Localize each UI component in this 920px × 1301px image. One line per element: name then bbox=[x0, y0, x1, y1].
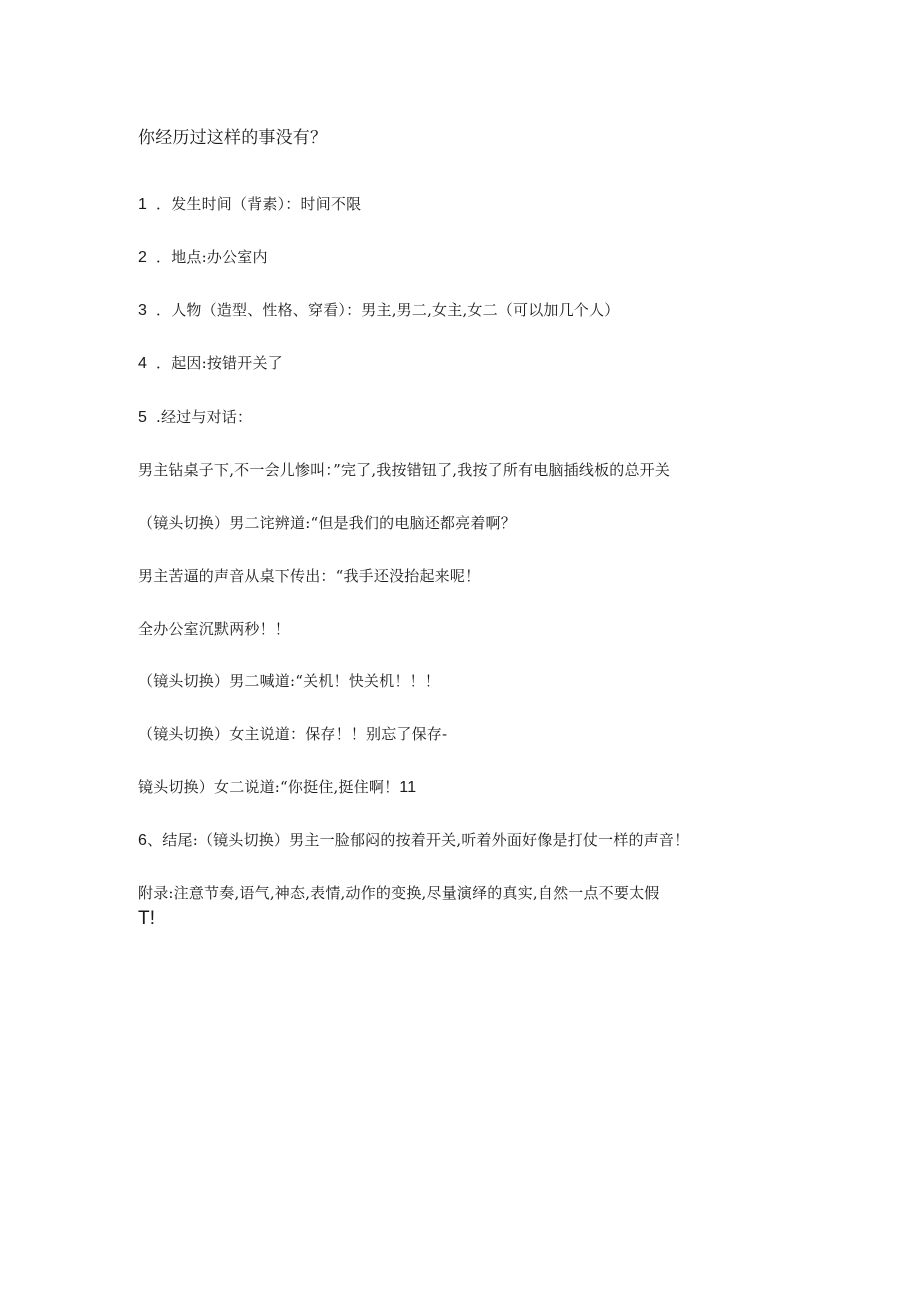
dialogue-text: 镜头切换）女二说道:“你挺住,挺住啊！ bbox=[138, 778, 400, 796]
item-text: ．地点:办公室内 bbox=[156, 248, 268, 266]
appendix-tail: T! bbox=[138, 908, 156, 929]
ending-line bbox=[138, 830, 689, 851]
ending-number: 6 bbox=[138, 832, 148, 849]
dialogue-suffix: 11 bbox=[399, 779, 417, 796]
item-number: 1 bbox=[138, 196, 148, 213]
item-text: ．发生时间（背素）：时间不限 bbox=[156, 195, 362, 213]
list-item bbox=[138, 407, 252, 428]
item-number: 3 bbox=[138, 302, 148, 319]
list-item bbox=[138, 247, 268, 268]
list-item bbox=[138, 353, 283, 374]
dialogue-line bbox=[138, 777, 416, 798]
dialogue-line: 男主钻桌子下,不一会儿惨叫：”完了,我按错钮了,我按了所有电脑插线板的总开关 bbox=[138, 461, 671, 479]
ending-text: 、结尾:（镜头切换）男主一脸郁闷的按着开关,听着外面好像是打仗一样的声音！ bbox=[147, 831, 690, 849]
dialogue-line: 男主苦逼的声音从桌下传出：“我手还没抬起来呢！ bbox=[138, 567, 481, 585]
list-item bbox=[138, 300, 619, 321]
item-number: 2 bbox=[138, 249, 148, 266]
item-text: ．起因:按错开关了 bbox=[156, 354, 283, 372]
dialogue-line: （镜头切换）女主说道：保存！！别忘了保存- bbox=[138, 725, 448, 743]
appendix-text: 附录:注意节奏,语气,神态,表情,动作的变换,尽量演绎的真实,自然一点不要太假 bbox=[138, 884, 660, 902]
item-text: .经过与对话： bbox=[156, 408, 253, 426]
item-text: ．人物（造型、性格、穿看）：男主,男二,女主,女二（可以加几个人） bbox=[156, 301, 620, 319]
document-title: 你经历过这样的事没有？ bbox=[138, 128, 328, 148]
dialogue-line: （镜头切换）男二喊道:“关机！快关机！！！ bbox=[138, 672, 440, 690]
item-number: 5 bbox=[138, 409, 148, 426]
item-number: 4 bbox=[138, 355, 148, 372]
list-item bbox=[138, 194, 361, 215]
dialogue-line: 全办公室沉默两秒！！ bbox=[138, 620, 291, 638]
dialogue-line: （镜头切换）男二诧辨道:“但是我们的电脑还都亮着啊？ bbox=[138, 514, 516, 532]
